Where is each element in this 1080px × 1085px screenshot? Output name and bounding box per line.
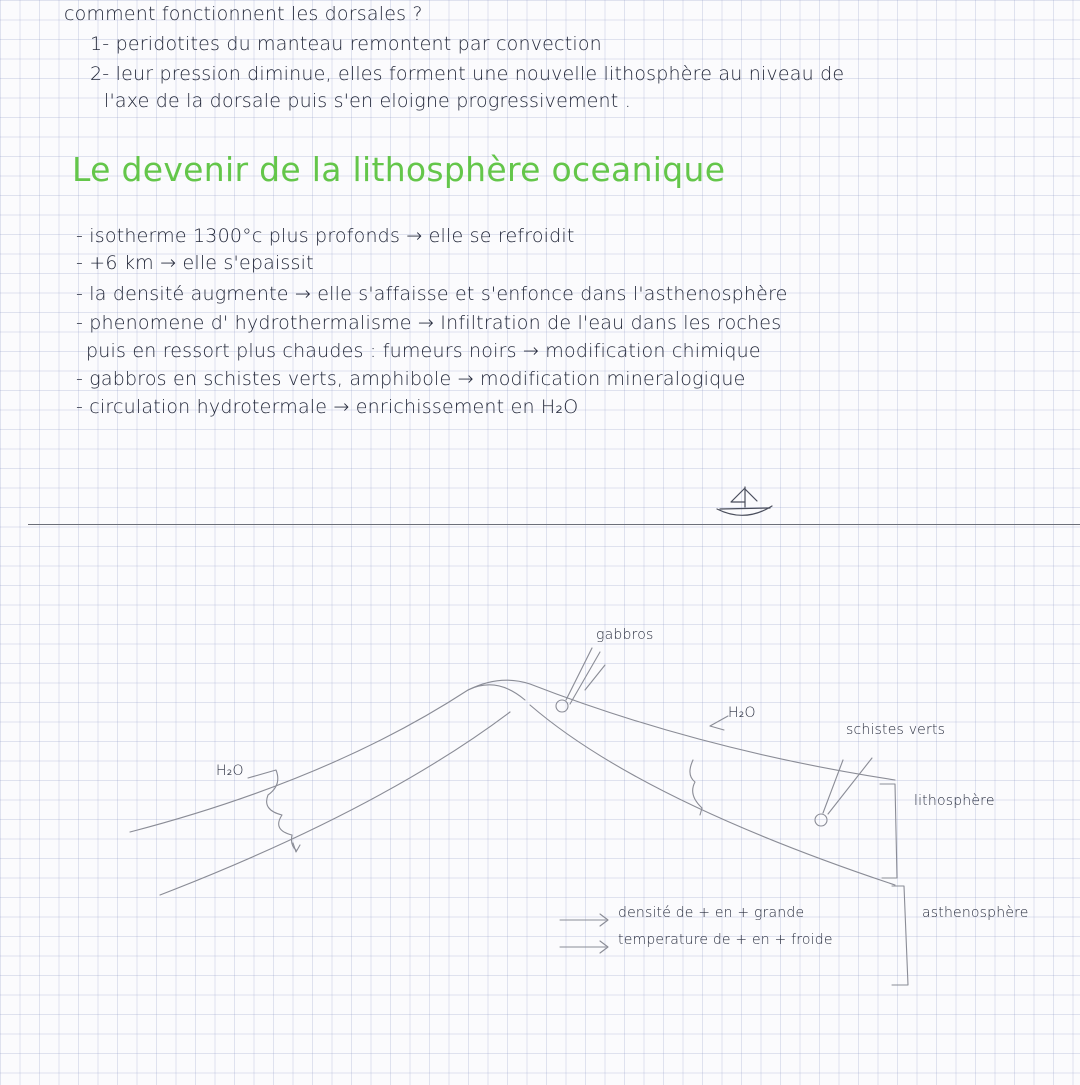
section-title: Le devenir de la lithosphère oceanique (72, 150, 726, 189)
bullet-line: - gabbros en schistes verts, amphibole → modification mineralogique (76, 368, 746, 390)
label-lithosphere: lithosphère (914, 793, 995, 809)
bullet-line: - +6 km → elle s'epaissit (76, 252, 314, 274)
label-h2o-left: H₂O (216, 763, 244, 779)
bullet-line: puis en ressort plus chaudes : fumeurs noirs → modification chimique (86, 340, 761, 362)
point-1: 1- peridotites du manteau remontent par convection (90, 33, 602, 55)
point-2-line-b: l'axe de la dorsale puis s'en eloigne progressivement . (104, 90, 631, 112)
lithosphere-top-line (130, 680, 895, 832)
bullet-line: - circulation hydrotermale → enrichissement en H₂O (76, 396, 579, 418)
bullet-line: - isotherme 1300°c plus profonds → elle se refroidit (76, 225, 575, 247)
bullet-line: - phenomene d' hydrothermalisme → Infiltration de l'eau dans les roches (76, 312, 782, 334)
label-schistes-verts: schistes verts (846, 722, 946, 738)
lithosphere-base-right (530, 705, 895, 885)
lithosphere-base-left (160, 712, 510, 895)
question-line: comment fonctionnent les dorsales ? (64, 3, 423, 25)
point-2-line-a: 2- leur pression diminue, elles forment une nouvelle lithosphère au niveau de (90, 63, 845, 85)
label-asthenosphere: asthenosphère (922, 905, 1029, 921)
note-temperature: temperature de + en + froide (618, 932, 833, 948)
boat-icon (717, 487, 772, 515)
bullet-line: - la densité augmente → elle s'affaisse et s'enfonce dans l'asthenosphère (76, 283, 788, 305)
note-densite: densité de + en + grande (618, 905, 805, 921)
label-gabbros: gabbros (596, 627, 654, 643)
label-h2o-right: H₂O (728, 705, 756, 721)
